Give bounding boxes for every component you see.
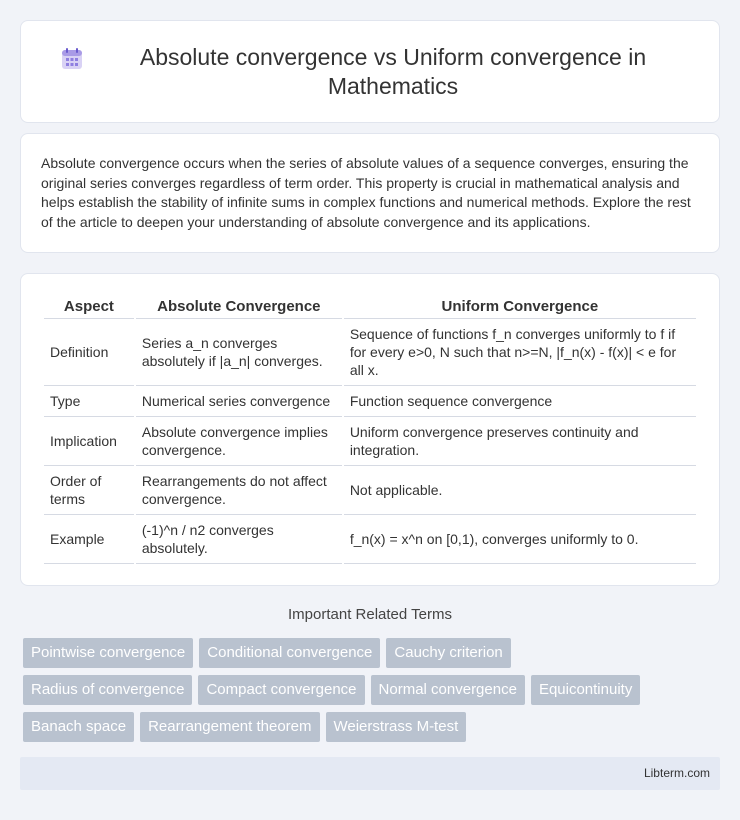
- table-header: Uniform Convergence: [344, 294, 696, 319]
- comparison-table: [42, 294, 698, 564]
- table-cell: Sequence of functions f_n converges uniformly to f if for every e>0, N such that n>=N, |f_n(x) - f(x)| < e for all x.: [344, 319, 696, 386]
- related-term-tag[interactable]: Pointwise convergence: [23, 638, 193, 668]
- table-cell: Absolute convergence implies convergence.: [136, 417, 342, 466]
- related-term-tag[interactable]: Cauchy criterion: [386, 638, 510, 668]
- related-term-tag[interactable]: Weierstrass M-test: [326, 712, 467, 742]
- table-cell: f_n(x) = x^n on [0,1), converges uniformly to 0.: [344, 515, 696, 564]
- table-cell: Order of terms: [44, 466, 134, 515]
- header-card: [20, 20, 720, 123]
- comparison-table-card: [20, 273, 720, 586]
- table-row: [44, 386, 696, 417]
- table-header: Absolute Convergence: [136, 294, 342, 319]
- table-cell: Type: [44, 386, 134, 417]
- table-row: [44, 515, 696, 564]
- intro-card: [20, 133, 720, 253]
- page-title: Absolute convergence vs Uniform convergence in Mathematics: [139, 43, 647, 99]
- related-terms-title: Important Related Terms: [288, 606, 452, 623]
- table-cell: Numerical series convergence: [136, 386, 342, 417]
- related-term-tag[interactable]: Rearrangement theorem: [140, 712, 319, 742]
- table-cell: Example: [44, 515, 134, 564]
- table-cell: (-1)^n / n2 converges absolutely.: [136, 515, 342, 564]
- table-row: [44, 417, 696, 466]
- table-cell: Series a_n converges absolutely if |a_n| converges.: [136, 319, 342, 386]
- related-term-tag[interactable]: Radius of convergence: [23, 675, 192, 705]
- calendar-icon: [60, 47, 84, 71]
- table-cell: Function sequence convergence: [344, 386, 696, 417]
- intro-text: Absolute convergence occurs when the series of absolute values of a sequence converges, ensuring the original series converges regardless of term order. This property is crucial in mathematical analysis and helps establish the stability of infinite sums in complex functions and numerical methods. Explore the rest of the article to deepen your understanding of absolute convergence and its applications.: [41, 155, 691, 230]
- table-cell: Rearrangements do not affect convergence.: [136, 466, 342, 515]
- related-term-tag[interactable]: Banach space: [23, 712, 134, 742]
- related-term-tag[interactable]: Conditional convergence: [199, 638, 380, 668]
- table-cell: Not applicable.: [344, 466, 696, 515]
- related-term-tag[interactable]: Equicontinuity: [531, 675, 640, 705]
- table-header: Aspect: [44, 294, 134, 319]
- table-row: [44, 466, 696, 515]
- table-row: [44, 319, 696, 386]
- table-header-row: [44, 294, 696, 319]
- table-cell: Definition: [44, 319, 134, 386]
- footer: [20, 757, 720, 790]
- related-terms-list: [23, 638, 723, 749]
- table-cell: Implication: [44, 417, 134, 466]
- table-cell: Uniform convergence preserves continuity and integration.: [344, 417, 696, 466]
- related-term-tag[interactable]: Compact convergence: [198, 675, 364, 705]
- footer-site-link[interactable]: Libterm.com: [643, 766, 710, 780]
- related-term-tag[interactable]: Normal convergence: [371, 675, 525, 705]
